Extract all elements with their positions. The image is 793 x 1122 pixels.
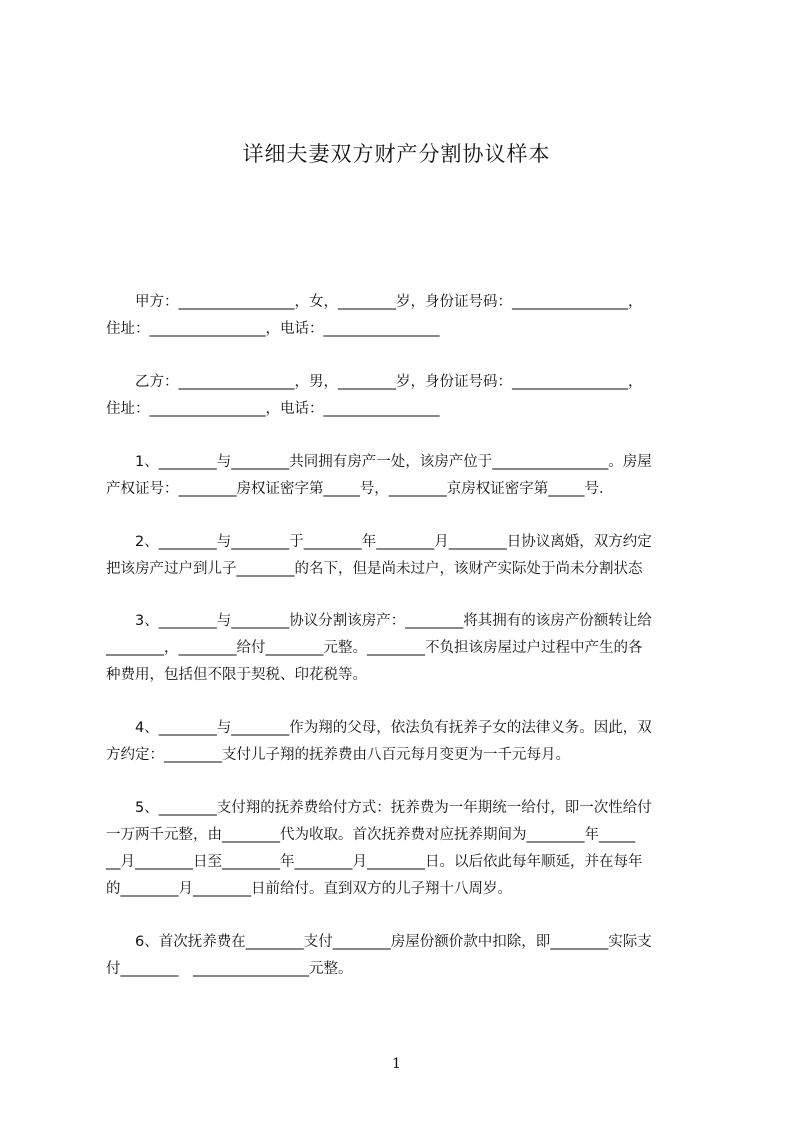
clause-3-line-3: 种费用，包括但不限于契税、印花税等。 [106, 667, 367, 683]
clause-5-line-4: 的________月________日前给付。直到双方的儿子翔十八周岁。 [106, 881, 512, 897]
clause-2-line-1: 2、________与________于________年________月________日协议离婚，双方约定 [106, 534, 652, 550]
party-a-line-2: 住址：________________，电话：________________ [106, 321, 440, 337]
party-b-line-2: 住址：________________，电话：________________ [106, 401, 440, 417]
party-a-line-1: 甲方：________________，女，________岁，身份证号码：________________， [106, 294, 643, 310]
clause-6-line-1: 6、首次抚养费在________支付________房屋份额价款中扣除，即________实际支 [106, 934, 652, 950]
clause-5-line-3: __月________日至________年________月________日。以后依此每年顺延，并在每年 [106, 854, 643, 870]
clause-1-line-1: 1、________与________共同拥有房产一处，该房产位于________________。房屋 [106, 454, 652, 470]
clause-5-line-1: 5、________支付翔的抚养费给付方式：抚养费为一年期统一给付，即一次性给付 [106, 800, 652, 816]
party-b-line-1: 乙方：________________，男，________岁，身份证号码：________________， [106, 374, 643, 390]
clause-1-line-2: 产权证号：________房权证密字第_____号，________京房权证密字第_____号. [106, 481, 604, 497]
clause-5-line-2: 一万两千元整，由________代为收取。首次抚养费对应抚养期间为________年_____ [106, 827, 636, 843]
clause-4-line-2: 方约定：________支付儿子翔的抚养费由八百元每月变更为一千元每月。 [106, 747, 570, 763]
clause-6-line-2: 付________ ________________元整。 [106, 961, 353, 977]
clause-3-line-2: ________，________给付________元整。________不负担该房屋过户过程中产生的各 [106, 640, 643, 656]
clause-2-line-2: 把该房产过户到儿子________的名下，但是尚未过户，该财产实际处于尚未分割状态 [106, 561, 643, 577]
page-number: 1 [392, 1056, 401, 1072]
clause-3-line-1: 3、________与________协议分割该房产：________将其拥有的该房产份额转让给 [106, 613, 652, 629]
document-title: 详细夫妻双方财产分割协议样本 [242, 142, 551, 166]
clause-4-line-1: 4、________与________作为翔的父母，依法负有抚养子女的法律义务。因此，双 [106, 720, 652, 736]
